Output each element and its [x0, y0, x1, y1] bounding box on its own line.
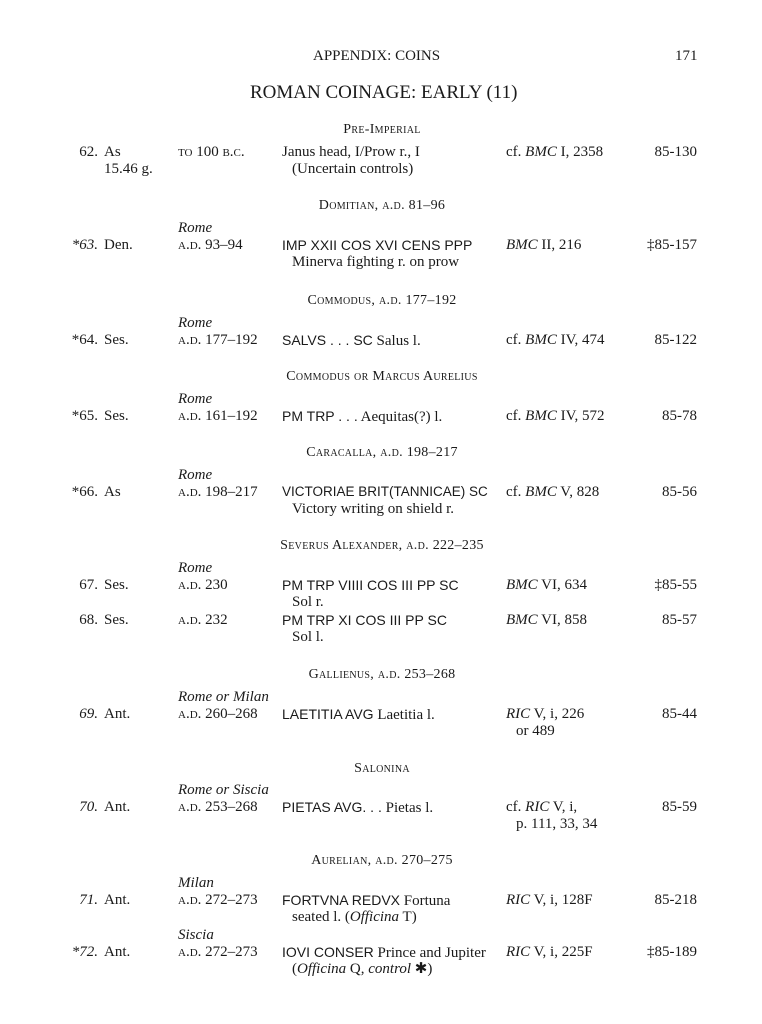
entry-number: *66.: [71, 484, 98, 500]
mint: Rome or Milan: [178, 689, 269, 705]
denomination: As: [104, 484, 121, 500]
section-heading-severus-alexander: Severus Alexander, a.d. 222–235: [280, 538, 484, 553]
date: a.d. 198–217: [178, 484, 258, 500]
catalogue-reference: cf. BMC IV, 474: [506, 332, 605, 348]
coin-type-legend: PIETAS AVG. . . Pietas l.: [282, 799, 434, 816]
date: a.d. 260–268: [178, 706, 258, 722]
coin-type-description: Sol r.: [292, 594, 324, 610]
denomination: Ses.: [104, 577, 129, 593]
date: a.d. 230: [178, 577, 228, 593]
catalogue-reference: RIC V, i, 128F: [506, 892, 593, 908]
running-title: APPENDIX: COINS: [313, 48, 441, 64]
mint: Rome or Siscia: [178, 782, 269, 798]
entry-number: 70.: [79, 799, 98, 815]
catalogue-reference-continued: p. 111, 33, 34: [516, 816, 598, 832]
section-heading-commodus-or-marcus: Commodus or Marcus Aurelius: [286, 369, 478, 384]
coin-type-legend: PM TRP VIIII COS III PP SC: [282, 577, 459, 593]
date: a.d. 272–273: [178, 944, 258, 960]
mint: Rome: [178, 220, 213, 236]
date: a.d. 161–192: [178, 408, 258, 424]
inventory-number: ‡85-55: [654, 577, 697, 593]
inventory-number: 85-78: [662, 408, 697, 424]
catalogue-reference: cf. BMC I, 2358: [506, 144, 604, 160]
section-heading-salonina: Salonina: [354, 761, 410, 776]
mint: Milan: [178, 875, 214, 891]
denomination: Ant.: [104, 892, 131, 908]
inventory-number: 85-218: [654, 892, 697, 908]
date: a.d. 93–94: [178, 237, 243, 253]
entry-number: *64.: [71, 332, 98, 348]
coin-type-legend: LAETITIA AVG Laetitia l.: [282, 706, 435, 723]
inventory-number: 85-57: [662, 612, 697, 628]
mint: Rome: [178, 467, 213, 483]
date: a.d. 177–192: [178, 332, 258, 348]
inventory-number: 85-44: [662, 706, 697, 722]
weight: 15.46 g.: [104, 161, 153, 177]
catalogue-reference: BMC VI, 858: [506, 612, 587, 628]
coin-type-legend: IMP XXII COS XVI CENS PPP: [282, 237, 473, 253]
page-title: ROMAN COINAGE: EARLY (11): [250, 82, 518, 103]
denomination: Ant.: [104, 944, 131, 960]
date: a.d. 253–268: [178, 799, 258, 815]
section-heading-domitian: Domitian, a.d. 81–96: [318, 198, 446, 213]
catalogue-reference: BMC II, 216: [506, 237, 582, 253]
catalogue-reference: RIC V, i, 226: [506, 706, 585, 722]
mint: Rome: [178, 315, 213, 331]
denomination: As: [104, 144, 121, 160]
section-heading-caracalla: Caracalla, a.d. 198–217: [306, 445, 458, 460]
denomination: Ant.: [104, 799, 131, 815]
denomination: Ses.: [104, 612, 129, 628]
denomination: Ant.: [104, 706, 131, 722]
coin-type-legend: PM TRP XI COS III PP SC: [282, 612, 447, 628]
date: a.d. 272–273: [178, 892, 258, 908]
entry-number: *72.: [71, 944, 98, 960]
date: to 100 b.c.: [178, 144, 245, 160]
entry-number: *65.: [71, 408, 98, 424]
coin-type-legend: Janus head, I/Prow r., I: [282, 144, 420, 160]
inventory-number: 85-122: [654, 332, 697, 348]
denomination: Den.: [104, 237, 133, 253]
coin-type-description: (Officina Q, control ✱): [292, 961, 433, 977]
coin-type-legend: IOVI CONSER Prince and Jupiter: [282, 944, 486, 961]
date: a.d. 232: [178, 612, 228, 628]
section-heading-pre-imperial: Pre-Imperial: [343, 122, 421, 137]
entry-number: 68.: [79, 612, 98, 628]
catalogue-reference: cf. RIC V, i,: [506, 799, 578, 815]
coin-type-legend: VICTORIAE BRIT(TANNICAE) SC: [282, 484, 488, 499]
inventory-number: 85-130: [654, 144, 697, 160]
coin-type-legend: PM TRP . . . Aequitas(?) l.: [282, 408, 443, 425]
coin-type-description: seated l. (Officina T): [292, 909, 417, 925]
coin-type-description: Sol l.: [292, 629, 324, 645]
coin-type-description: Victory writing on shield r.: [292, 501, 454, 517]
page-number: 171: [675, 48, 698, 64]
coin-type-description: (Uncertain controls): [292, 161, 414, 177]
section-heading-commodus: Commodus, a.d. 177–192: [307, 293, 457, 308]
entry-number: 67.: [79, 577, 98, 593]
denomination: Ses.: [104, 408, 129, 424]
inventory-number: 85-59: [662, 799, 697, 815]
mint: Rome: [178, 391, 213, 407]
entry-number: 62.: [79, 144, 98, 160]
denomination: Ses.: [104, 332, 129, 348]
entry-number: 71.: [79, 892, 98, 908]
catalogue-reference-continued: or 489: [516, 723, 555, 739]
inventory-number: ‡85-189: [647, 944, 697, 960]
catalogue-reference: cf. BMC IV, 572: [506, 408, 605, 424]
catalogue-reference: BMC VI, 634: [506, 577, 587, 593]
inventory-number: 85-56: [662, 484, 697, 500]
inventory-number: ‡85-157: [647, 237, 697, 253]
entry-number: *63.: [71, 237, 98, 253]
mint: Siscia: [178, 927, 214, 943]
catalogue-reference: cf. BMC V, 828: [506, 484, 600, 500]
section-heading-aurelian: Aurelian, a.d. 270–275: [311, 853, 453, 868]
catalogue-reference: RIC V, i, 225F: [506, 944, 593, 960]
mint: Rome: [178, 560, 213, 576]
coin-type-legend: SALVS . . . SC Salus l.: [282, 332, 421, 349]
entry-number: 69.: [79, 706, 98, 722]
coin-type-description: Minerva fighting r. on prow: [292, 254, 460, 270]
section-heading-gallienus: Gallienus, a.d. 253–268: [308, 667, 456, 682]
coin-type-legend: FORTVNA REDVX Fortuna: [282, 892, 451, 909]
